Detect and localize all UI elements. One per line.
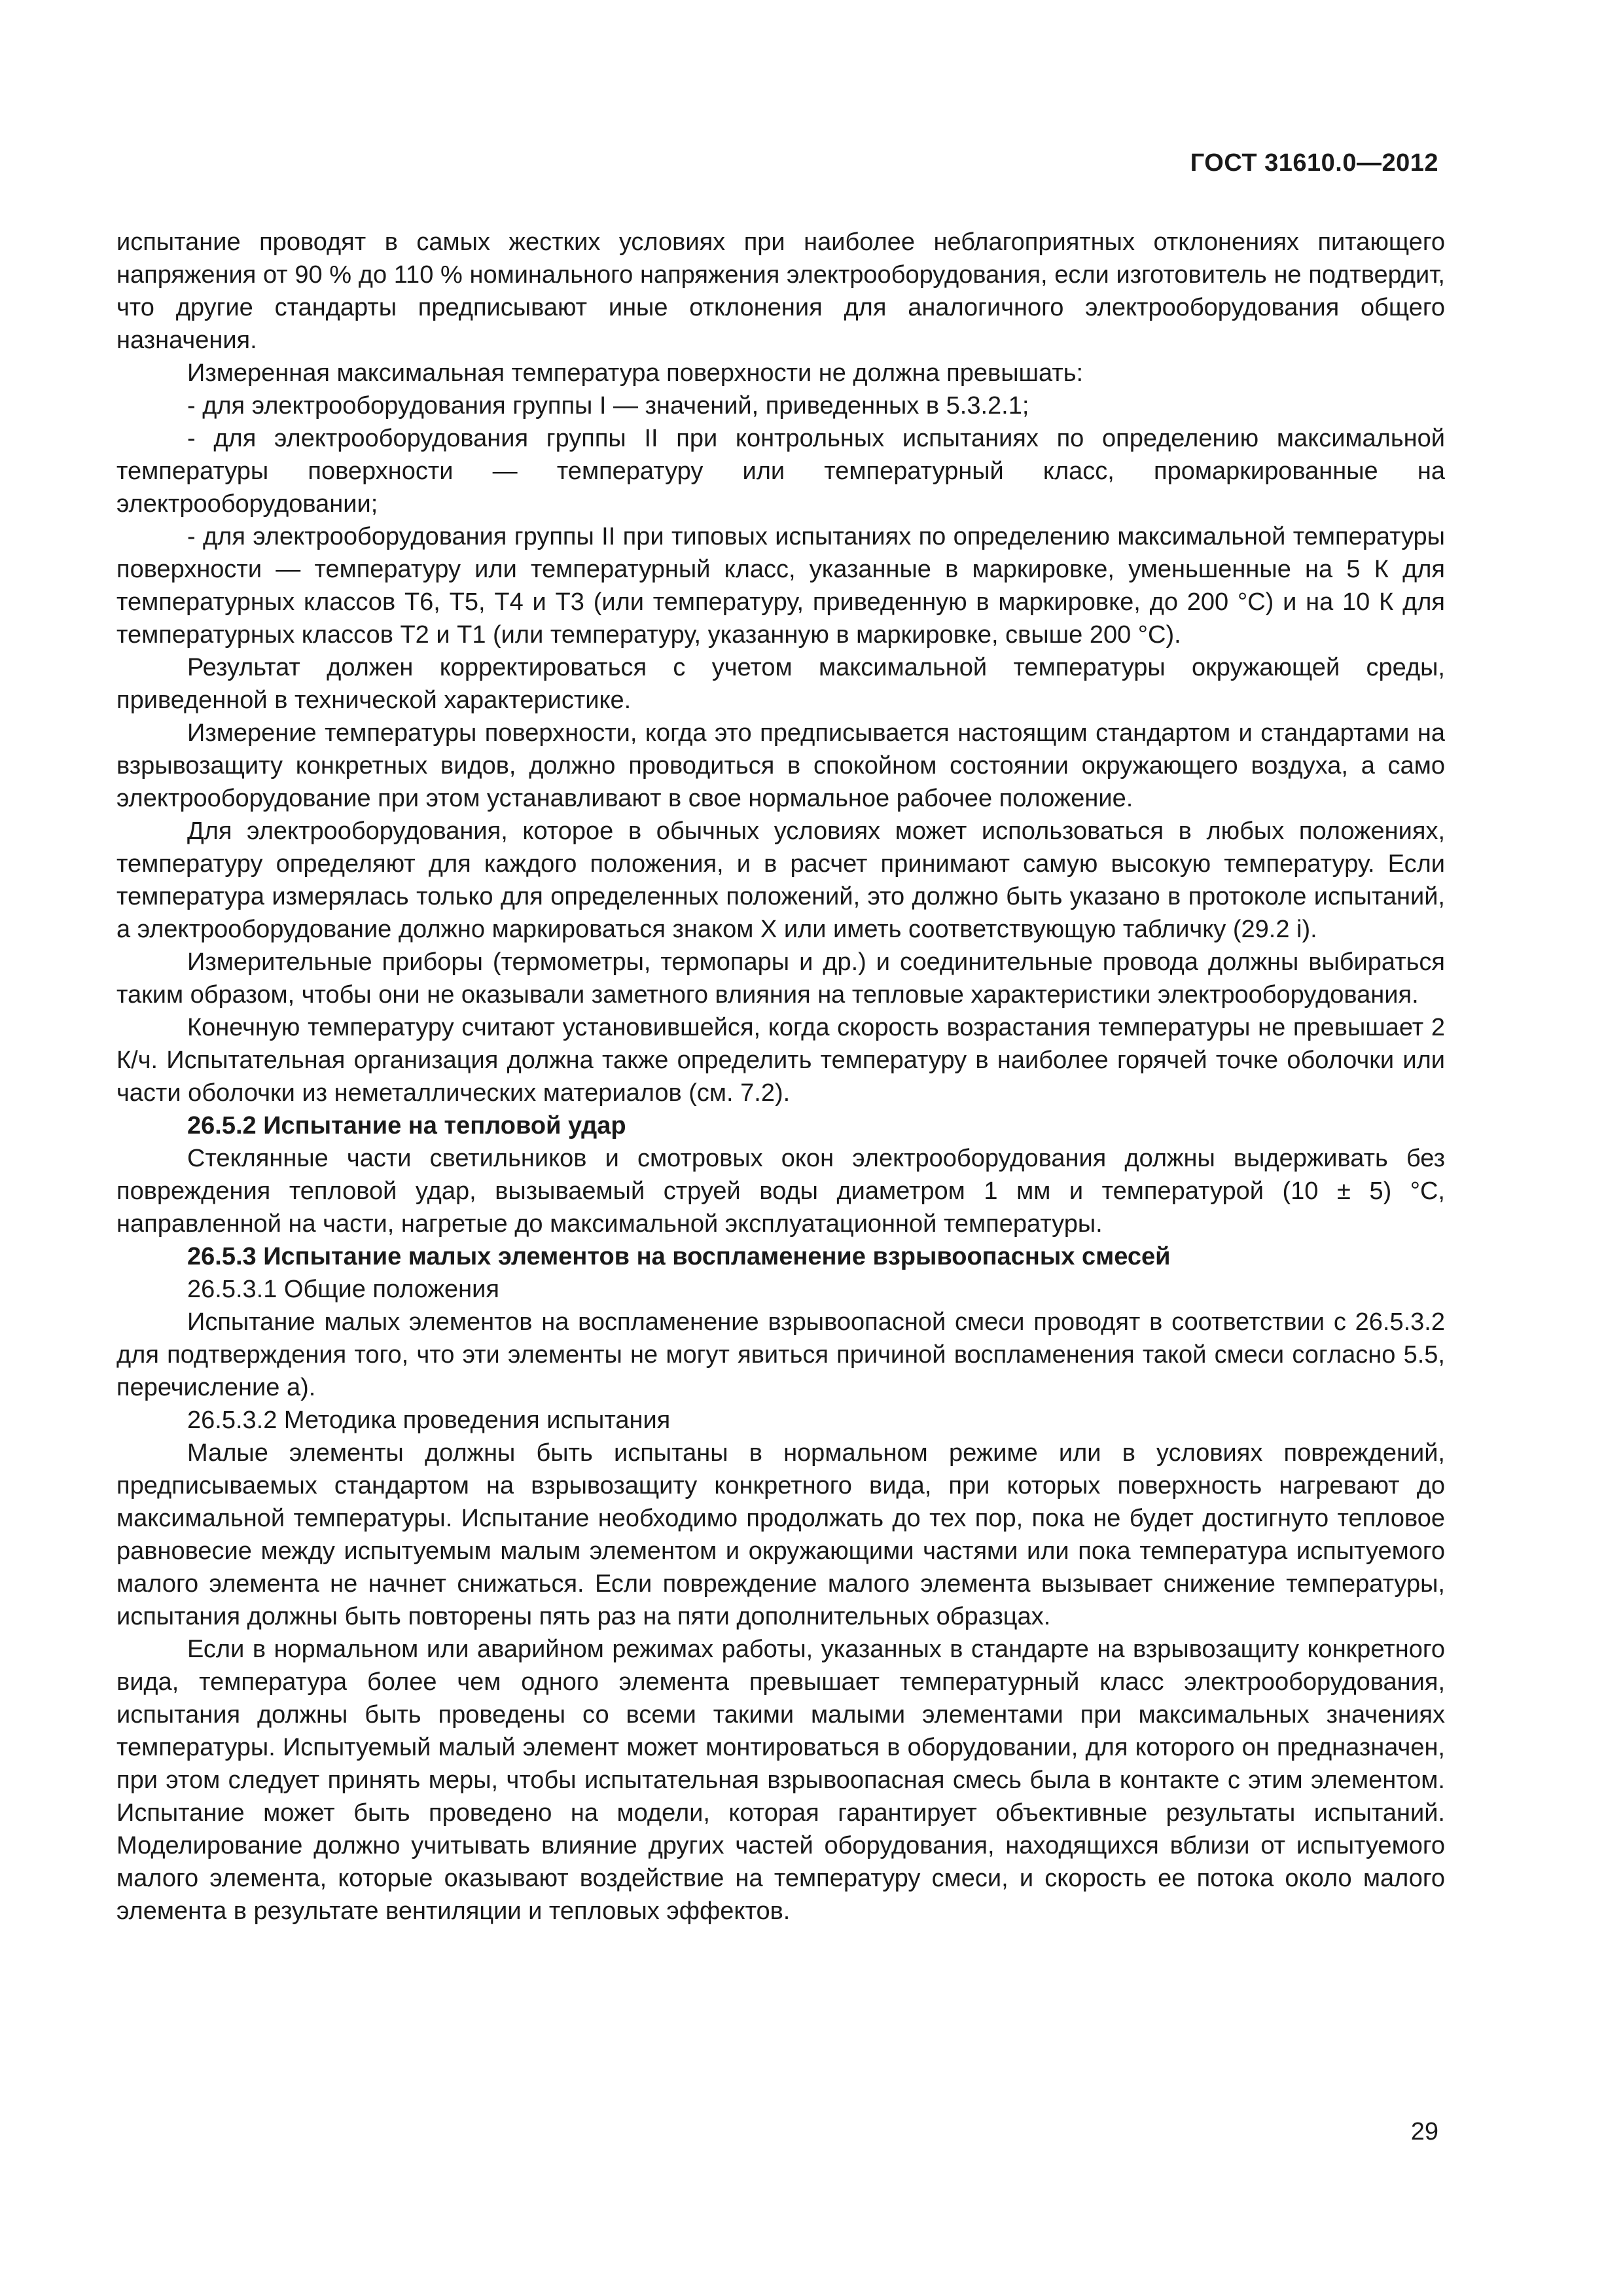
document-header: ГОСТ 31610.0—2012	[1190, 149, 1438, 177]
paragraph: Испытание малых элементов на воспламенение взрывоопасной смеси проводят в соответствии с 26.5.3.2 для подтверждения того, что эти элементы не могут явиться причиной воспламенения такой смеси согласно 5.5, перечисление а).	[116, 1308, 1445, 1401]
paragraph: Измерение температуры поверхности, когда это предписывается настоящим стандартом и стандартами на взрывозащиту конкретных видов, должно проводиться в спокойном состоянии окружающего воздуха, а само электрооборудование при этом устанавливают в свое нормальное рабочее положение.	[116, 719, 1445, 812]
page-number: 29	[1410, 2118, 1438, 2145]
paragraph: Конечную температуру считают установившейся, когда скорость возрастания температуры не превышает 2 К/ч. Испытательная организация должна также определить температуру в наиболее горячей точке оболочки или части оболочки из неметаллических материалов (см. 7.2).	[116, 1014, 1445, 1107]
list-item: - для электрооборудования группы II при типовых испытаниях по определению максимальной температуры поверхности — температуру или температурный класс, указанные в маркировке, уменьшенные на 5 К для температурных классов Т6, Т5, Т4 и Т3 (или температуру, приведенную в маркировке, до 200 °С) и на 10 К для температурных классов Т2 и Т1 (или температуру, указанную в маркировке, свыше 200 °С).	[116, 523, 1445, 649]
page-body	[116, 226, 1445, 1928]
paragraph: Измеренная максимальная температура поверхности не должна превышать:	[187, 359, 1084, 387]
subsection-title: 26.5.3.2 Методика проведения испытания	[187, 1407, 671, 1434]
paragraph: Измерительные приборы (термометры, термопары и др.) и соединительные провода должны выбираться таким образом, чтобы они не оказывали заметного влияния на тепловые характеристики электрооборудования.	[116, 948, 1445, 1009]
paragraph: Стеклянные части светильников и смотровых окон электрооборудования должны выдерживать без повреждения тепловой удар, вызываемый струей воды диаметром 1 мм и температурой (10 ± 5) °С, направленной на части, нагретые до максимальной эксплуатационной температуры.	[116, 1145, 1445, 1238]
paragraph: Результат должен корректироваться с учетом максимальной температуры окружающей среды, приведенной в технической характеристике.	[116, 654, 1445, 714]
paragraph: Малые элементы должны быть испытаны в нормальном режиме или в условиях повреждений, предписываемых стандартом на взрывозащиту конкретного вида, при которых поверхность нагревают до максимальной температуры. Испытание необходимо продолжать до тех пор, пока не будет достигнуто тепловое равновесие между испытуемым малым элементом и окружающими частями или пока температура испытуемого малого элемента не начнет снижаться. Если повреждение малого элемента вызывает снижение температуры, испытания должны быть повторены пять раз на пяти дополнительных образцах.	[116, 1439, 1445, 1630]
subsection-title: 26.5.3.1 Общие положения	[187, 1276, 499, 1303]
paragraph: Если в нормальном или аварийном режимах работы, указанных в стандарте на взрывозащиту конкретного вида, температура более чем одного элемента превышает температурный класс электрооборудования, испытания должны быть проведены со всеми такими малыми элементами при максимальных значениях температуры. Испытуемый малый элемент может монтироваться в оборудовании, для которого он предназначен, при этом следует принять меры, чтобы испытательная взрывоопасная смесь была в контакте с этим элементом. Испытание может быть проведено на модели, которая гарантирует объективные результаты испытаний. Моделирование должно учитывать влияние других частей оборудования, находящихся вблизи от испытуемого малого элемента, которые оказывают воздействие на температуру смеси, и скорость ее потока около малого элемента в результате вентиляции и тепловых эффектов.	[116, 1636, 1445, 1925]
list-item: - для электрооборудования группы I — значений, приведенных в 5.3.2.1;	[187, 392, 1029, 420]
paragraph: Для электрооборудования, которое в обычных условиях может использоваться в любых положениях, температуру определяют для каждого положения, и в расчет принимают самую высокую температуру. Если температура измерялась только для определенных положений, это должно быть указано в протоколе испытаний, а электрооборудование должно маркироваться знаком X или иметь соответствующую табличку (29.2 i).	[116, 817, 1445, 943]
list-item: - для электрооборудования группы II при контрольных испытаниях по определению максимальной температуры поверхности — температуру или температурный класс, промаркированные на электрооборудовании;	[116, 425, 1445, 518]
section-heading: 26.5.3 Испытание малых элементов на воспламенение взрывоопасных смесей	[187, 1243, 1171, 1270]
paragraph-continuation: испытание проводят в самых жестких условиях при наиболее неблагоприятных отклонениях питающего напряжения от 90 % до 110 % номинального напряжения электрооборудования, если изготовитель не подтвердит, что другие стандарты предписывают иные отклонения для аналогичного электрооборудования общего назначения.	[116, 228, 1445, 354]
section-heading: 26.5.2 Испытание на тепловой удар	[187, 1112, 626, 1139]
